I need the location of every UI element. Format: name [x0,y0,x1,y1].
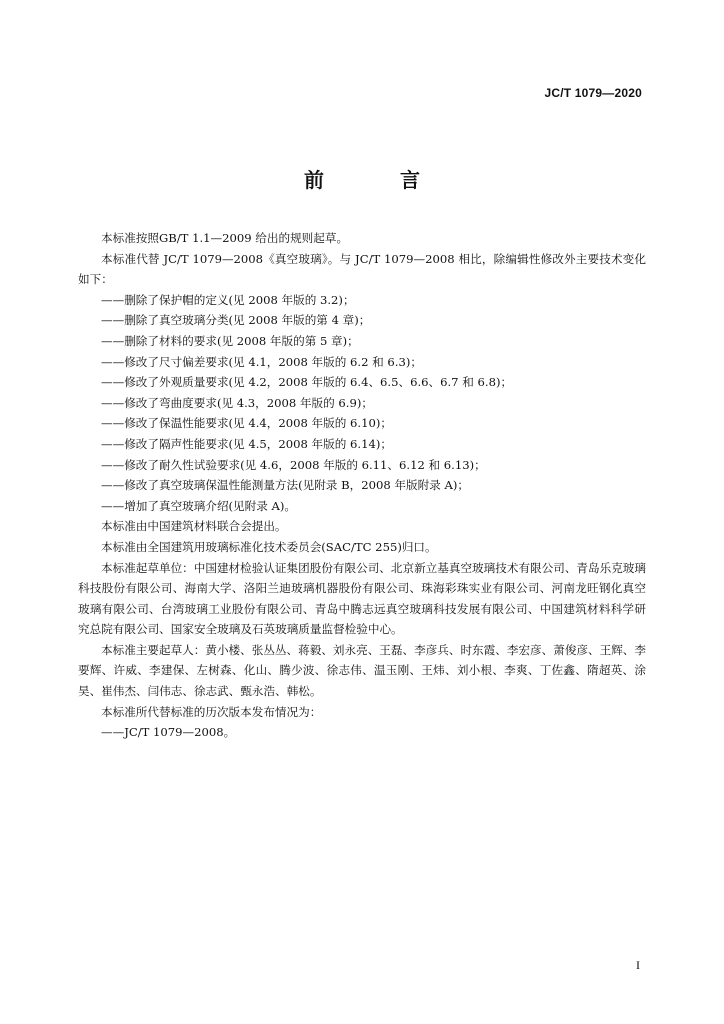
foreword-body [78,228,646,743]
paragraph-drafting-units: 本标准起草单位：中国建材检验认证集团股份有限公司、北京新立基真空玻璃技术有限公司、青岛乐克玻璃科技股份有限公司、海南大学、洛阳兰迪玻璃机器股份有限公司、珠海彩珠实业有限公司、河南龙旺钢化真空玻璃有限公司、台湾玻璃工业股份有限公司、青岛中腾志远真空玻璃科技发展有限公司、中国建筑材料科学研究总院有限公司、国家安全玻璃及石英玻璃质量监督检验中心。 [78,560,646,637]
page-title: 前 言 [304,168,448,192]
list-item: ——增加了真空玻璃介绍(见附录 A)。 [101,498,297,513]
list-item: ——修改了尺寸偏差要求(见 4.1，2008 年版的 6.2 和 6.3)； [101,354,422,369]
list-item: ——修改了弯曲度要求(见 4.3，2008 年版的 6.9)； [101,395,373,410]
changes-list [78,290,646,517]
list-item: ——删除了保护帽的定义(见 2008 年版的 3.2)； [101,292,355,307]
list-item: ——修改了外观质量要求(见 4.2，2008 年版的 6.4、6.5、6.6、6.7 和 6.8)； [101,375,513,390]
list-item: ——删除了材料的要求(见 2008 年版的第 5 章)； [101,333,359,348]
paragraph-proposer: 本标准由中国建筑材料联合会提出。 [101,519,287,534]
paragraph-history-intro: 本标准所代替标准的历次版本发布情况为： [101,704,322,719]
paragraph-drafting-rules: 本标准按照GB/T 1.1—2009 给出的规则起草。 [101,231,349,245]
paragraph-drafters: 本标准主要起草人：黄小楼、张丛丛、蒋毅、刘永亮、王磊、李彦兵、时东霞、李宏彦、萧俊彦、王辉、李要辉、许威、李建保、左树森、化山、腾少波、徐志伟、温玉刚、王炜、刘小根、李爽、丁佐鑫、隋超英、涂昊、崔伟杰、闫伟志、徐志武、甄永浩、韩松。 [78,642,646,699]
history-item: ——JC/T 1079—2008。 [101,725,236,740]
paragraph-committee: 本标准由全国建筑用玻璃标准化技术委员会(SAC/TC 255)归口。 [101,539,437,554]
standard-code: JC/T 1079—2020 [544,86,642,100]
list-item: ——修改了隔声性能要求(见 4.5，2008 年版的 6.14)； [101,436,392,451]
list-item: ——修改了保温性能要求(见 4.4，2008 年版的 6.10)； [101,416,392,431]
list-item: ——删除了真空玻璃分类(见 2008 年版的第 4 章)； [101,313,371,328]
list-item: ——修改了真空玻璃保温性能测量方法(见附录 B，2008 年版附录 A)； [101,478,469,493]
paragraph-replacement: 本标准代替 JC/T 1079—2008《真空玻璃》。与 JC/T 1079—2008 相比，除编辑性修改外主要技术变化如下： [78,251,646,287]
page-number: I [636,958,640,972]
list-item: ——修改了耐久性试验要求(见 4.6，2008 年版的 6.11、6.12 和 6.13)； [101,457,486,472]
